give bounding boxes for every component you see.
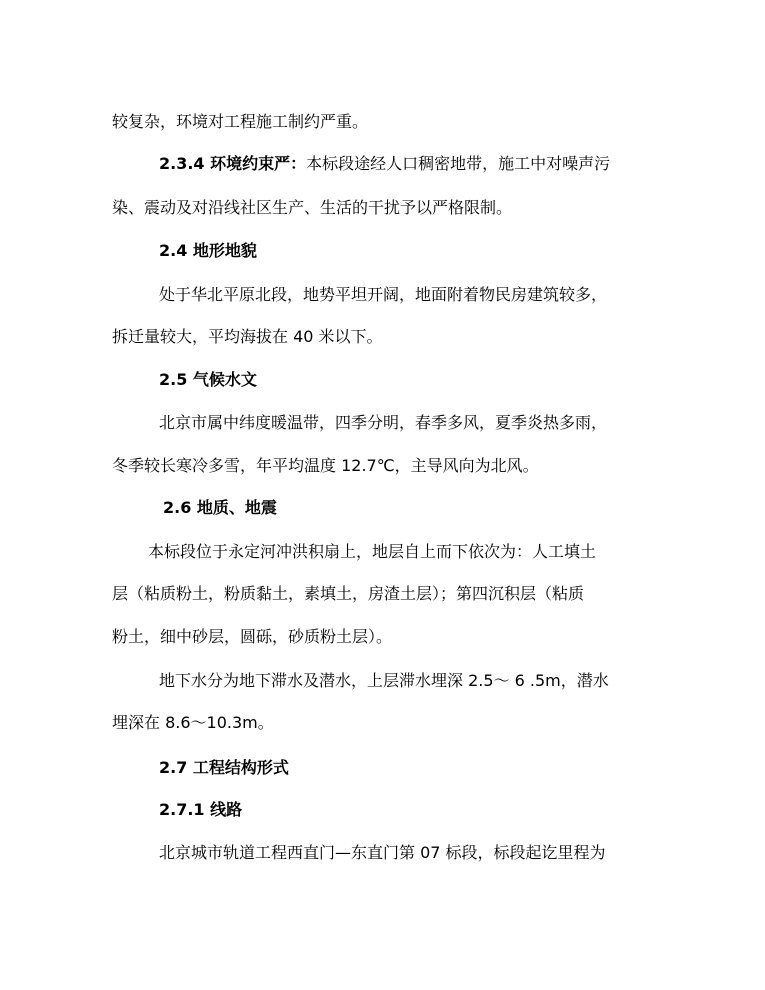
section-2-5-heading: 2.5 气候水文 — [159, 370, 257, 389]
paragraph-text: 本标段途经人口稠密地带，施工中对噪声污 — [306, 154, 611, 173]
section-2-7-heading: 2.7 工程结构形式 — [159, 758, 289, 777]
paragraph-line: 北京城市轨道工程西直门—东直门第 07 标段，标段起讫里程为 — [159, 843, 606, 862]
paragraph-line: 埋深在 8.6～10.3m。 — [112, 713, 274, 732]
paragraph-line: 拆迁量较大，平均海拔在 40 米以下。 — [112, 327, 383, 346]
paragraph-line: 冬季较长寒冷多雪，年平均温度 12.7℃，主导风向为北风。 — [112, 456, 539, 475]
section-2-3-4-heading: 2.3.4 环境约束严： — [159, 154, 307, 173]
paragraph-line: 粉土，细中砂层，圆砾，砂质粉土层）。 — [112, 627, 393, 646]
section-2-7-1-heading: 2.7.1 线路 — [159, 800, 243, 819]
paragraph-line: 处于华北平原北段，地势平坦开阔，地面附着物民房建筑较多， — [159, 285, 608, 304]
section-2-3-4-line — [159, 153, 610, 175]
section-2-6-heading: 2.6 地质、地震 — [163, 498, 277, 517]
paragraph-line: 层（粘质粉土，粉质黏土，素填土，房渣土层）；第四沉积层（粘质 — [112, 584, 585, 603]
paragraph-line: 染、震动及对沿线社区生产、生活的干扰予以严格限制。 — [112, 198, 513, 217]
section-2-4-heading: 2.4 地形地貌 — [159, 241, 257, 260]
paragraph-line: 本标段位于永定河冲洪积扇上，地层自上而下依次为：人工填土 — [148, 542, 597, 561]
paragraph-line: 较复杂，环境对工程施工制约严重。 — [112, 112, 369, 131]
paragraph-line: 地下水分为地下滞水及潜水，上层滞水埋深 2.5～ 6 .5m，潜水 — [159, 671, 609, 690]
paragraph-line: 北京市属中纬度暖温带，四季分明，春季多风，夏季炎热多雨， — [159, 413, 608, 432]
